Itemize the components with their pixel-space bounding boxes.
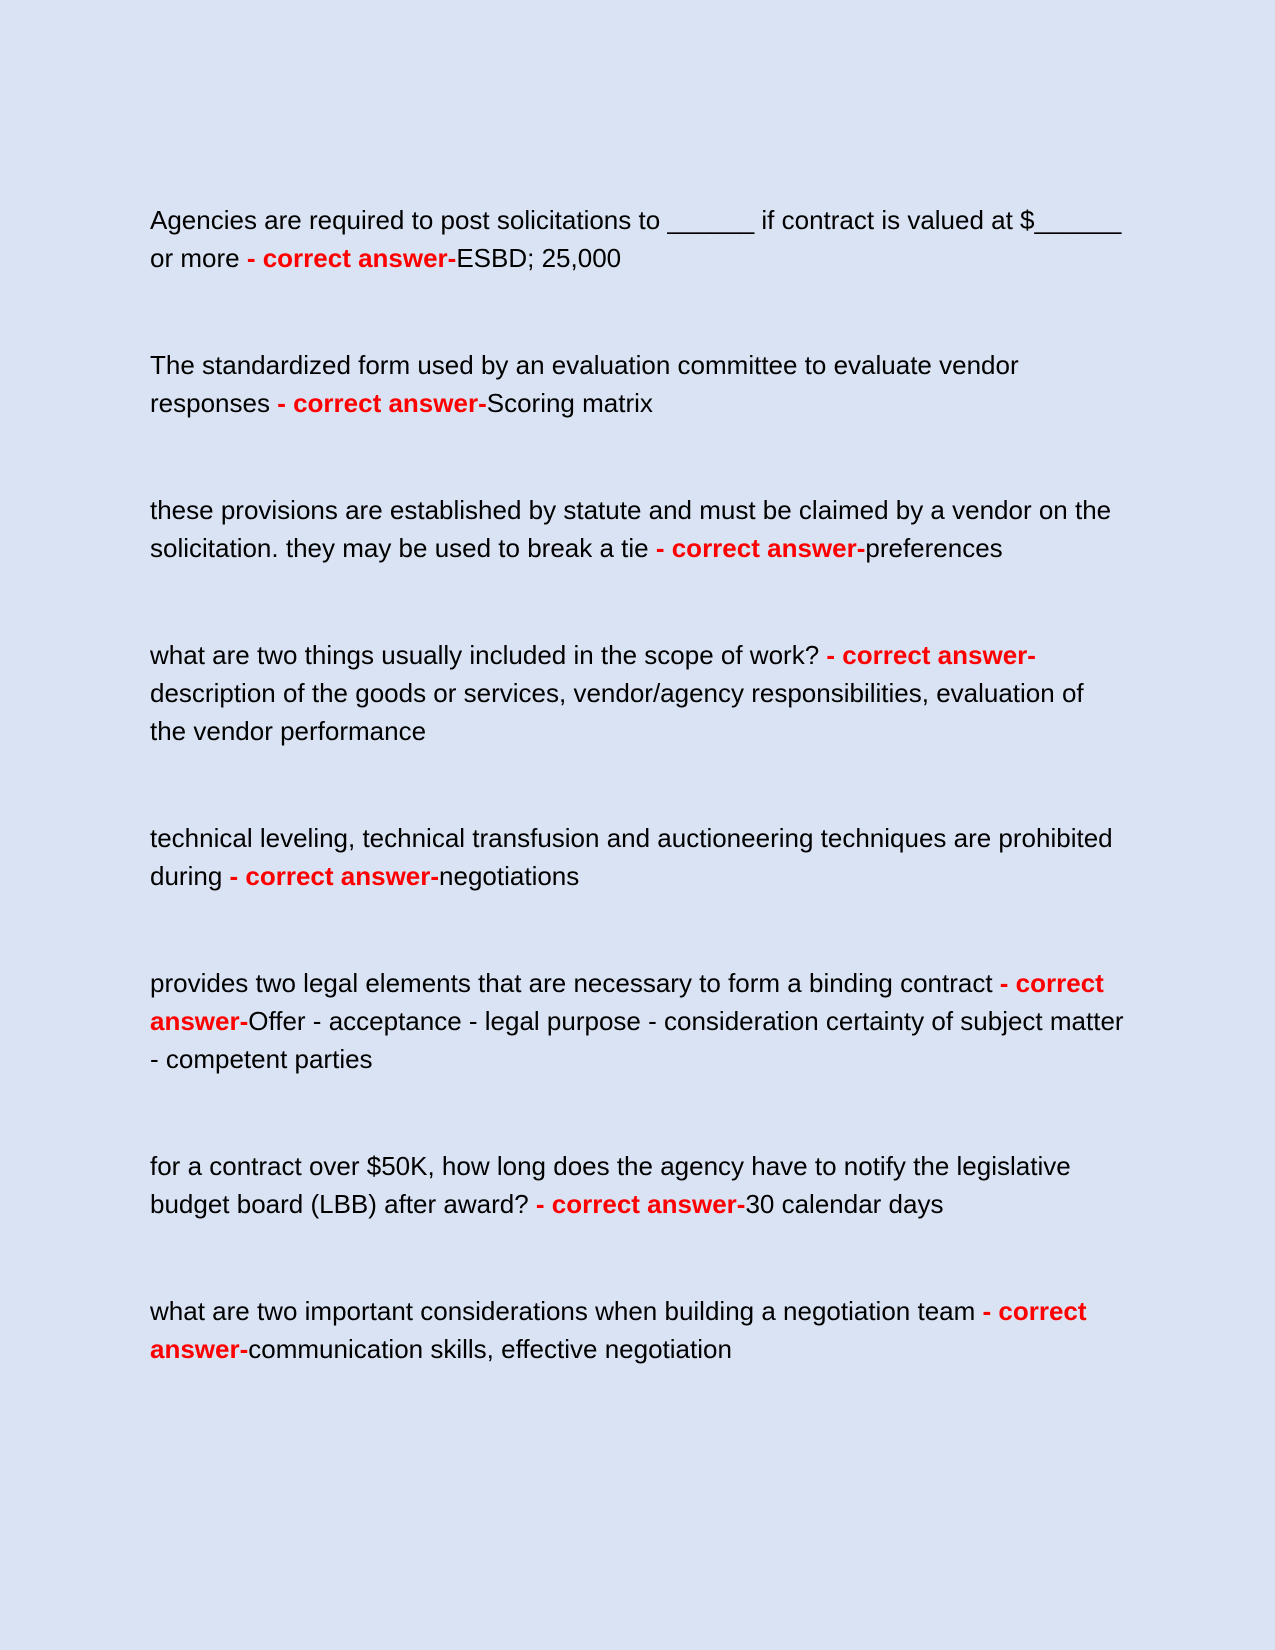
correct-answer-marker: - correct answer- (246, 243, 457, 273)
answer-text: negotiations (439, 861, 580, 891)
correct-answer-marker: - correct answer- (535, 1189, 746, 1219)
answer-text: description of the goods or services, vendor/agency responsibilities, evaluation of the vendor performance (150, 678, 1084, 746)
question-text: for a contract over $50K, how long does the agency have to notify the legislative budget board (LBB) after award? (150, 1151, 1071, 1219)
document-page (150, 201, 1125, 1437)
qa-item-4 (150, 636, 1125, 750)
question-text: these provisions are established by statute and must be claimed by a vendor on the solicitation. they may be used to break a tie (150, 495, 1112, 563)
correct-answer-marker: - correct answer- (826, 640, 1036, 670)
answer-text: communication skills, effective negotiation (248, 1334, 732, 1364)
answer-text: ESBD; 25,000 (456, 243, 622, 273)
question-text: The standardized form used by an evaluation committee to evaluate vendor responses (150, 350, 1019, 418)
qa-item-5 (150, 819, 1125, 895)
answer-text: preferences (865, 533, 1003, 563)
qa-item-7 (150, 1147, 1125, 1223)
qa-item-8 (150, 1292, 1125, 1368)
correct-answer-marker: - correct answer- (277, 388, 487, 418)
correct-answer-marker: - correct answer- (655, 533, 866, 563)
question-text: Agencies are required to post solicitations to ______ if contract is valued at $______ or more (150, 205, 1122, 273)
correct-answer-marker: - correct answer- (150, 1296, 1087, 1364)
question-text: what are two things usually included in the scope of work? (150, 640, 820, 670)
correct-answer-marker: - correct answer- (150, 968, 1104, 1036)
question-text: technical leveling, technical transfusion and auctioneering techniques are prohibited during (150, 823, 1113, 891)
correct-answer-marker: - correct answer- (229, 861, 440, 891)
question-text: what are two important considerations when building a negotiation team (150, 1296, 976, 1326)
qa-item-6 (150, 964, 1125, 1078)
answer-text: 30 calendar days (745, 1189, 944, 1219)
answer-text: Offer - acceptance - legal purpose - consideration certainty of subject matter - competent parties (150, 1006, 1124, 1074)
question-text: provides two legal elements that are necessary to form a binding contract (150, 968, 993, 998)
qa-item-1 (150, 201, 1125, 277)
qa-item-3 (150, 491, 1125, 567)
qa-item-2 (150, 346, 1125, 422)
answer-text: Scoring matrix (486, 388, 653, 418)
